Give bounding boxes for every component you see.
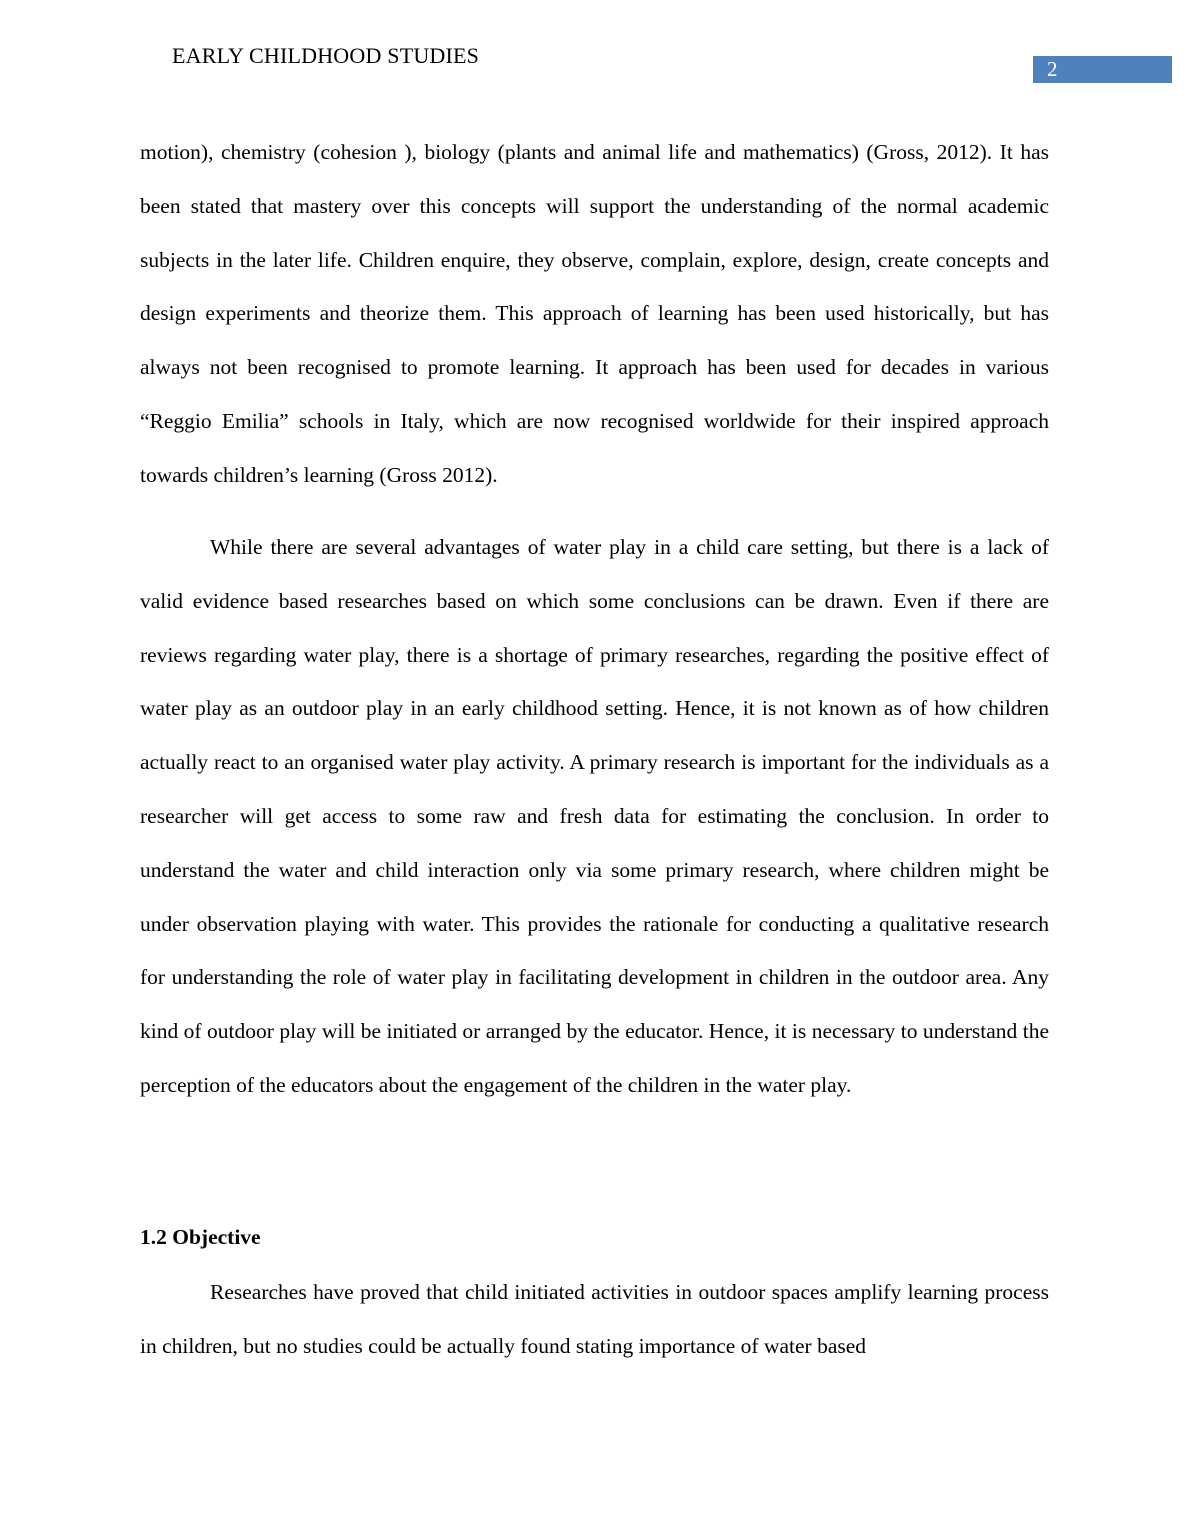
body-paragraph: While there are several advantages of water play in a child care setting, but there is a lack of valid evidence based researches based on which some conclusions can be drawn. Even if there are reviews regarding water play, there is a shortage of primary researches, regarding the positive effect of water play as an outdoor play in an early childhood setting. Hence, it is not known as of how children actually react to an organised water play activity. A primary research is important for the individuals as a researcher will get access to some raw and fresh data for estimating the conclusion. In order to understand the water and child interaction only via some primary research, where children might be under observation playing with water. This provides the rationale for conducting a qualitative research for understanding the role of water play in facilitating development in children in the outdoor area. Any kind of outdoor play will be initiated or arranged by the educator. Hence, it is necessary to understand the perception of the educators about the engagement of the children in the water play.: [140, 535, 1049, 1097]
running-head: EARLY CHILDHOOD STUDIES: [172, 43, 480, 68]
page-number-box: [1033, 56, 1172, 83]
page-number: 2: [1047, 57, 1058, 81]
body-paragraph: motion), chemistry (cohesion ), biology (plants and animal life and mathematics) (Gross, 2012). It has been stated that mastery over this concepts will support the understanding of the normal academic subjects in the later life. Children enquire, they observe, complain, explore, design, create concepts and design experiments and theorize them. This approach of learning has been used historically, but has always not been recognised to promote learning. It approach has been used for decades in various “Reggio Emilia” schools in Italy, which are now recognised worldwide for their inspired approach towards children’s learning (Gross 2012).: [140, 140, 1049, 487]
body-paragraph: Researches have proved that child initiated activities in outdoor spaces amplify learning process in children, but no studies could be actually found stating importance of water based: [140, 1280, 1049, 1358]
section-heading: 1.2 Objective: [140, 1225, 261, 1249]
